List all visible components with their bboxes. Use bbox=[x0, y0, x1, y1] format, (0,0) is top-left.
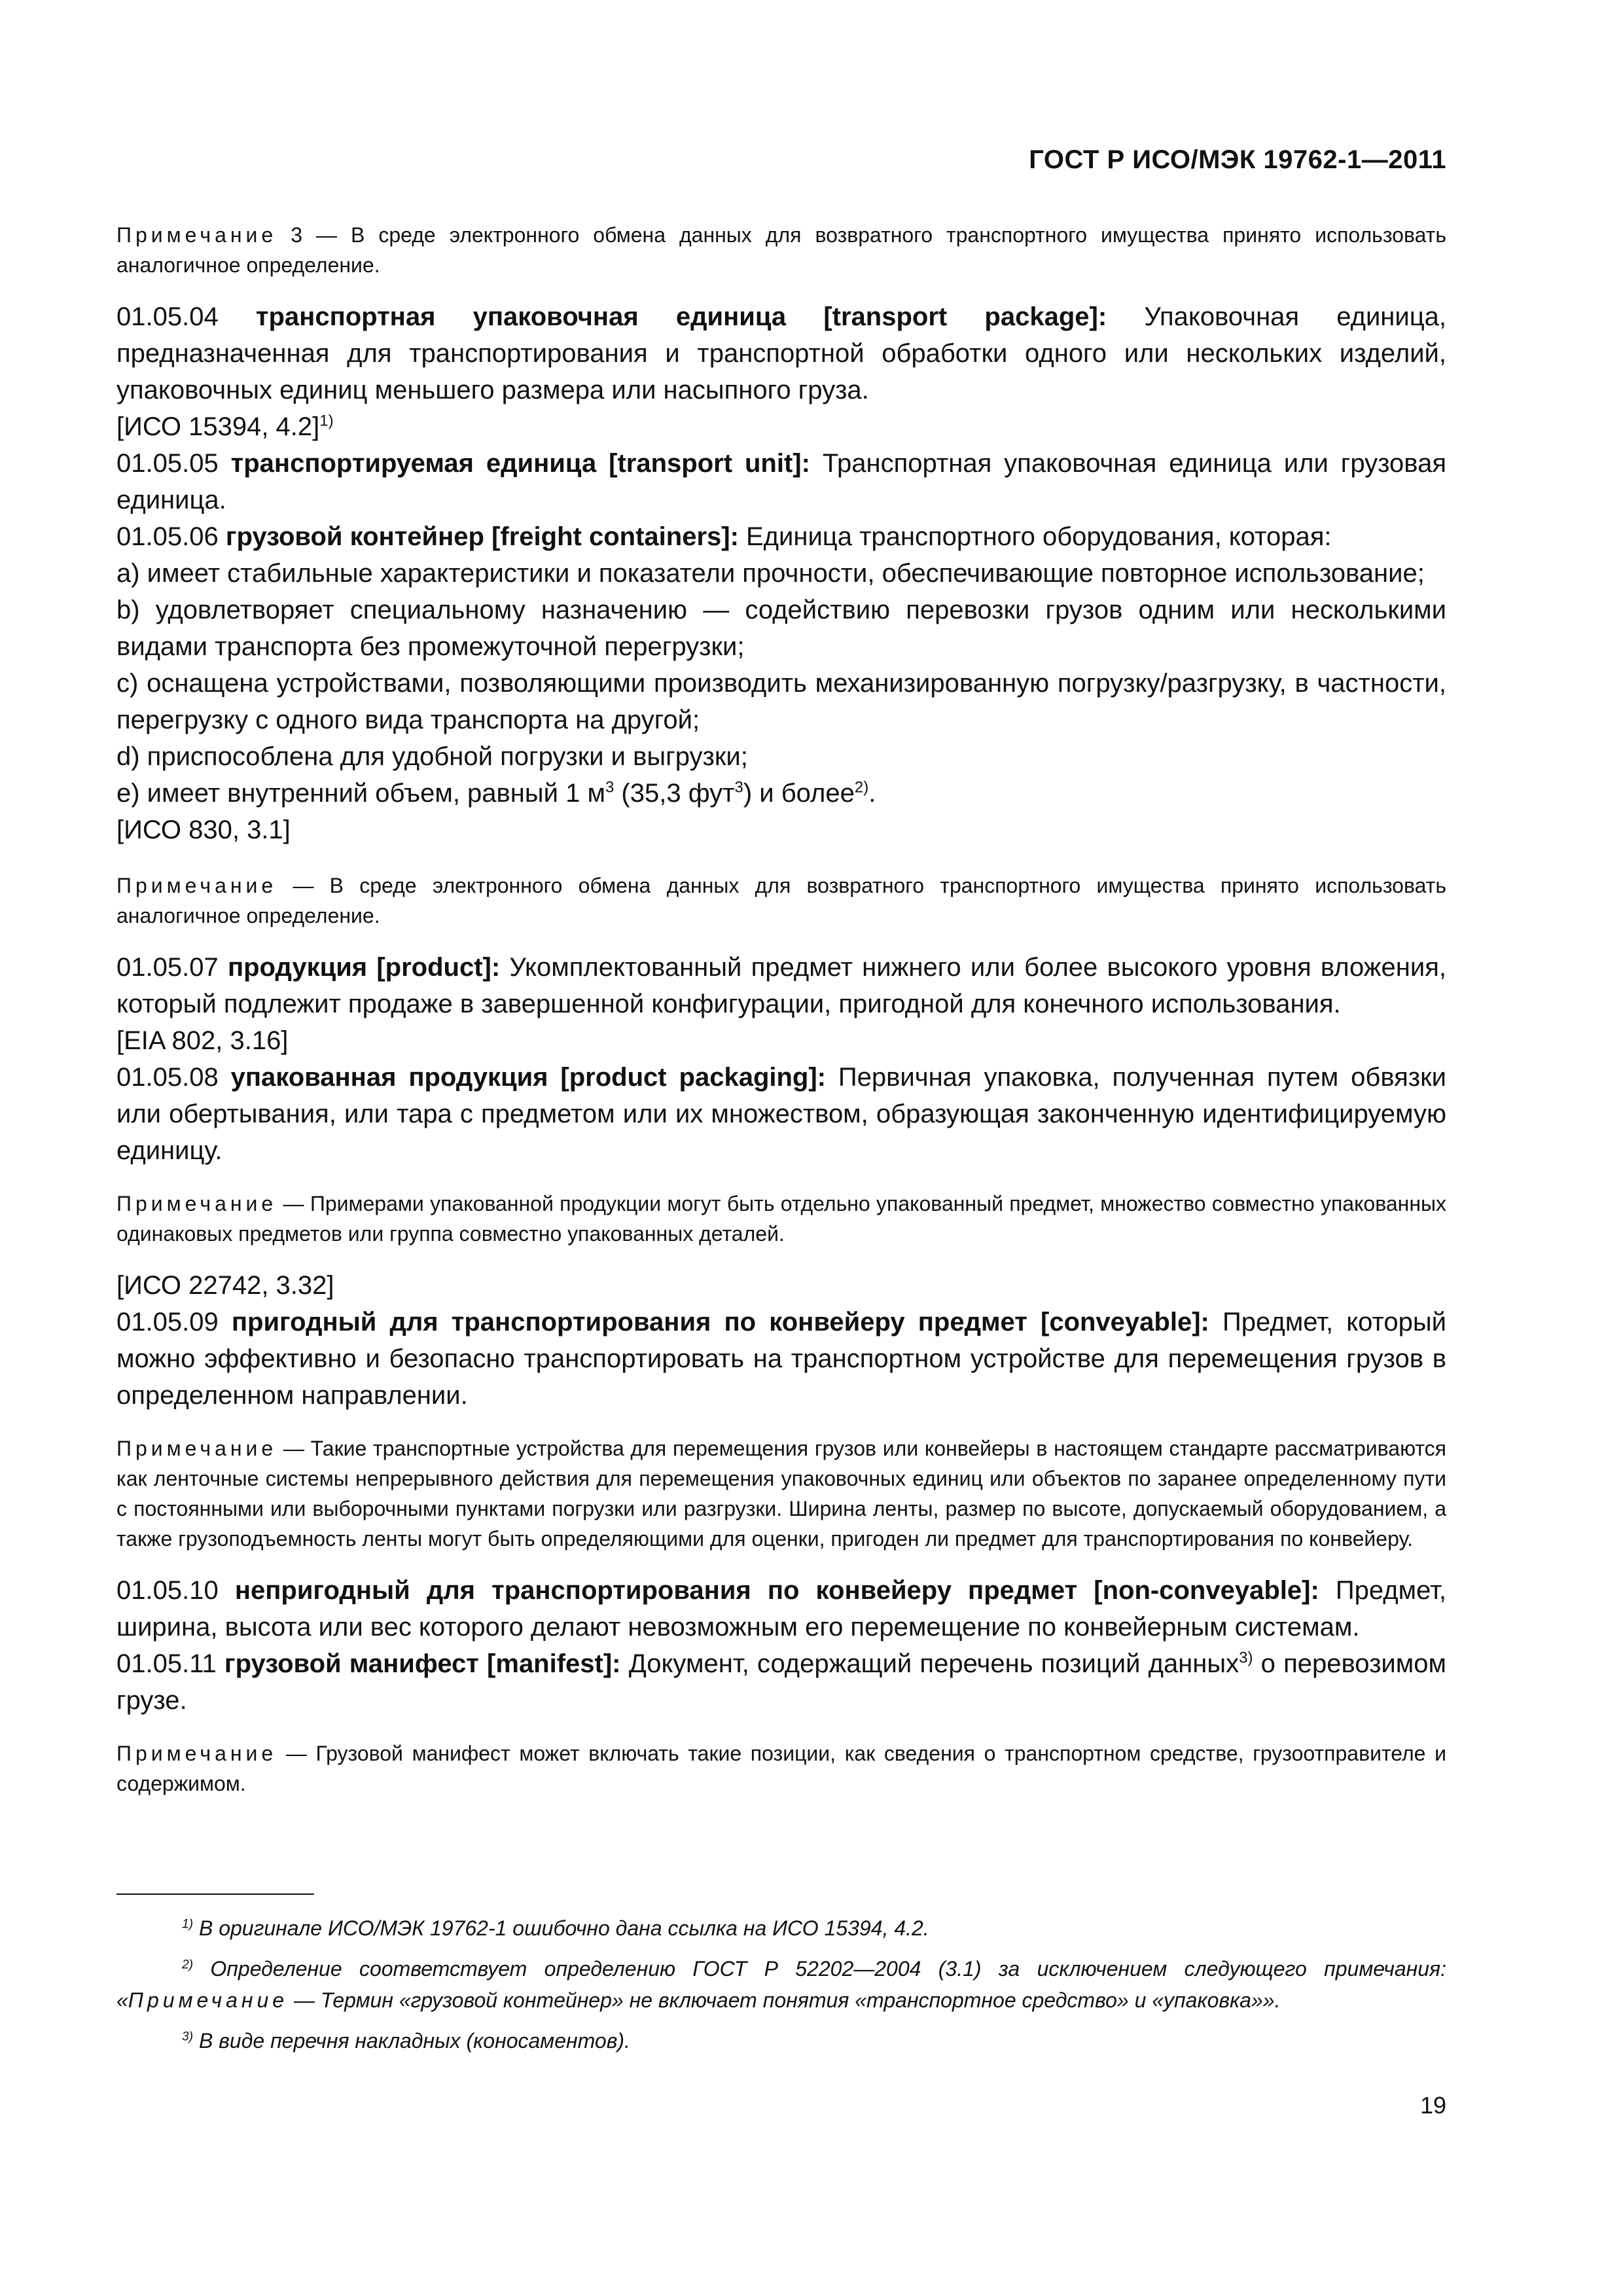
item-text: е) имеет внутренний объем, равный 1 м bbox=[116, 779, 605, 808]
definition-01-05-05 bbox=[116, 445, 1446, 518]
entry-number: 01.05.10 bbox=[116, 1576, 219, 1605]
definition-01-05-04 bbox=[116, 298, 1446, 408]
item-text: (35,3 фут bbox=[614, 779, 735, 808]
footnote-text: Определение соответствует определению ГОСТ Р 52202—2004 (3.1) за исключением следующего примечания: « bbox=[116, 1957, 1446, 2012]
footnote-2 bbox=[116, 1953, 1446, 2016]
footnote-mark: 1) bbox=[182, 1917, 194, 1931]
entry-number: 01.05.06 bbox=[116, 522, 219, 551]
definition-01-05-11 bbox=[116, 1645, 1446, 1719]
definition-01-05-08 bbox=[116, 1059, 1446, 1169]
footnote-ref: 1) bbox=[319, 412, 334, 430]
entry-term: грузовой манифест [manifest]: bbox=[224, 1649, 621, 1678]
entry-term: непригодный для транспортирования по конвейеру предмет [non-conveyable]: bbox=[234, 1576, 1319, 1605]
entry-term: упакованная продукция [product packaging]: bbox=[230, 1063, 826, 1092]
item-text: . bbox=[868, 779, 876, 808]
note-label: Примечание bbox=[116, 874, 277, 897]
footnote-text: — Термин «грузовой контейнер» не включает понятия «транспортное средство» и «упаковка»». bbox=[288, 1988, 1281, 2012]
entry-term: грузовой контейнер [freight containers]: bbox=[225, 522, 739, 551]
entry-number: 01.05.09 bbox=[116, 1308, 219, 1336]
entry-number: 01.05.07 bbox=[116, 953, 219, 982]
entry-text: Упаковочная единица, предназначенная для транспортирования и транспортной обработки одного или нескольких изделий, упаковочных единиц меньшего размера или насыпного груза. bbox=[116, 302, 1447, 404]
entry-text: Укомплектованный предмет нижнего или более высокого уровня вложения, который подлежит продаже в завершенной конфигурации, пригодной для конечного использования. bbox=[116, 953, 1447, 1018]
reference-iso-830: [ИСО 830, 3.1] bbox=[116, 816, 291, 844]
definition-01-05-09 bbox=[116, 1304, 1446, 1414]
superscript: 3 bbox=[605, 778, 615, 797]
entry-term: транспортная упаковочная единица [transport package]: bbox=[255, 302, 1107, 331]
footnote-ref: 2) bbox=[854, 778, 869, 797]
footnote-text: В виде перечня накладных (коносаментов). bbox=[193, 2029, 630, 2053]
footnote-ref: 3) bbox=[1239, 1649, 1253, 1667]
definition-01-05-07 bbox=[116, 949, 1446, 1022]
list-item-d: d) приспособлена для удобной погрузки и выгрузки; bbox=[116, 742, 748, 771]
entry-term: пригодный для транспортирования по конвейеру предмет [conveyable]: bbox=[231, 1308, 1209, 1336]
list-item-c: с) оснащена устройствами, позволяющими производить механизированную погрузку/разгрузку, в частности, перегрузку с одного вида транспорта на другой; bbox=[116, 669, 1446, 734]
page-number: 19 bbox=[1419, 2092, 1446, 2119]
note-label: Примечание bbox=[116, 1192, 277, 1215]
entry-term: транспортируемая единица [transport unit]: bbox=[230, 449, 810, 478]
reference-eia-802: [EIA 802, 3.16] bbox=[116, 1026, 289, 1055]
footnote-text: В оригинале ИСО/МЭК 19762-1 ошибочно дана ссылка на ИСО 15394, 4.2. bbox=[193, 1916, 929, 1940]
definition-01-05-10 bbox=[116, 1572, 1446, 1645]
footnote-mark: 3) bbox=[182, 2030, 194, 2044]
note-text: — Такие транспортные устройства для перемещения грузов или конвейеры в настоящем стандарте рассматриваются как ленточные системы непрерывного действия для перемещения упаковочных единиц или объектов по заранее определенному пути с постоянными или выборочными пунктами погрузки или разгрузки. Ширина ленты, размер по высоте, допускаемый оборудованием, а также грузоподъемность ленты могут быть определяющими для оценки, пригоден ли предмет для транспортирования по конвейеру. bbox=[116, 1437, 1446, 1551]
reference-iso-22742: [ИСО 22742, 3.32] bbox=[116, 1271, 334, 1300]
entry-text: Транспортная упаковочная единица или грузовая единица. bbox=[116, 449, 1446, 514]
entry-term: продукция [product]: bbox=[227, 953, 501, 982]
list-item-b: b) удовлетворяет специальному назначению — содействию перевозки грузов одним или несколькими видами транспорта без промежуточной перегрузки; bbox=[116, 596, 1446, 661]
entry-number: 01.05.05 bbox=[116, 449, 219, 478]
entry-number: 01.05.11 bbox=[116, 1649, 217, 1678]
note-text: — Примерами упакованной продукции могут быть отдельно упакованный предмет, множество совместно упакованных одинаковых предметов или группа совместно упакованных деталей. bbox=[116, 1192, 1446, 1246]
entry-text: Предмет, который можно эффективно и безопасно транспортировать на транспортном устройстве для перемещения грузов в определенном направлении. bbox=[116, 1308, 1447, 1410]
reference-text: [ИСО 15394, 4.2] bbox=[116, 412, 320, 441]
list-item-e bbox=[116, 775, 1446, 812]
note-label: Примечание bbox=[116, 1742, 277, 1765]
reference-iso-15394 bbox=[116, 408, 1446, 445]
note-text: 3 — В среде электронного обмена данных для возвратного транспортного имущества принято использовать аналогичное определение. bbox=[116, 223, 1446, 277]
note-manifest bbox=[116, 1738, 1446, 1799]
entry-text: Документ, содержащий перечень позиций данных bbox=[620, 1649, 1240, 1678]
note-product-packaging bbox=[116, 1189, 1446, 1249]
note-text: — Грузовой манифест может включать такие позиции, как сведения о транспортном средстве, грузоотправителе и содержимом. bbox=[116, 1742, 1446, 1795]
entry-text: о перевозимом грузе. bbox=[116, 1649, 1446, 1715]
footnote-separator bbox=[116, 1893, 314, 1895]
entry-text: Предмет, ширина, высота или вес которого делают невозможным его перемещение по конвейерным системам. bbox=[116, 1576, 1446, 1641]
entry-number: 01.05.04 bbox=[116, 302, 219, 331]
note-3 bbox=[116, 220, 1446, 280]
entry-text: Первичная упаковка, полученная путем обвязки или обертывания, или тара с предметом или их множеством, образующая законченную идентифицируемую единицу. bbox=[116, 1063, 1446, 1165]
entry-number: 01.05.08 bbox=[116, 1063, 219, 1092]
note-freight-container bbox=[116, 870, 1446, 931]
footnote-1 bbox=[116, 1912, 1446, 1944]
footnote-3 bbox=[116, 2025, 1446, 2056]
item-text: ) и более bbox=[743, 779, 855, 808]
note-label: Примечание bbox=[116, 223, 277, 247]
standard-code-header: ГОСТ Р ИСО/МЭК 19762-1—2011 bbox=[1029, 145, 1446, 174]
page-content bbox=[116, 220, 1446, 1817]
note-text: — В среде электронного обмена данных для возвратного транспортного имущества принято использовать аналогичное определение. bbox=[116, 874, 1446, 927]
note-label: Примечание bbox=[116, 1437, 277, 1460]
footnotes bbox=[116, 1912, 1446, 2066]
list-item-a: а) имеет стабильные характеристики и показатели прочности, обеспечивающие повторное использование; bbox=[116, 559, 1425, 588]
entry-text: Единица транспортного оборудования, которая: bbox=[738, 522, 1332, 551]
note-label: Примечание bbox=[128, 1988, 289, 2012]
definition-01-05-06 bbox=[116, 518, 1446, 555]
superscript: 3 bbox=[734, 778, 743, 797]
note-conveyable bbox=[116, 1433, 1446, 1554]
footnote-mark: 2) bbox=[182, 1958, 194, 1972]
